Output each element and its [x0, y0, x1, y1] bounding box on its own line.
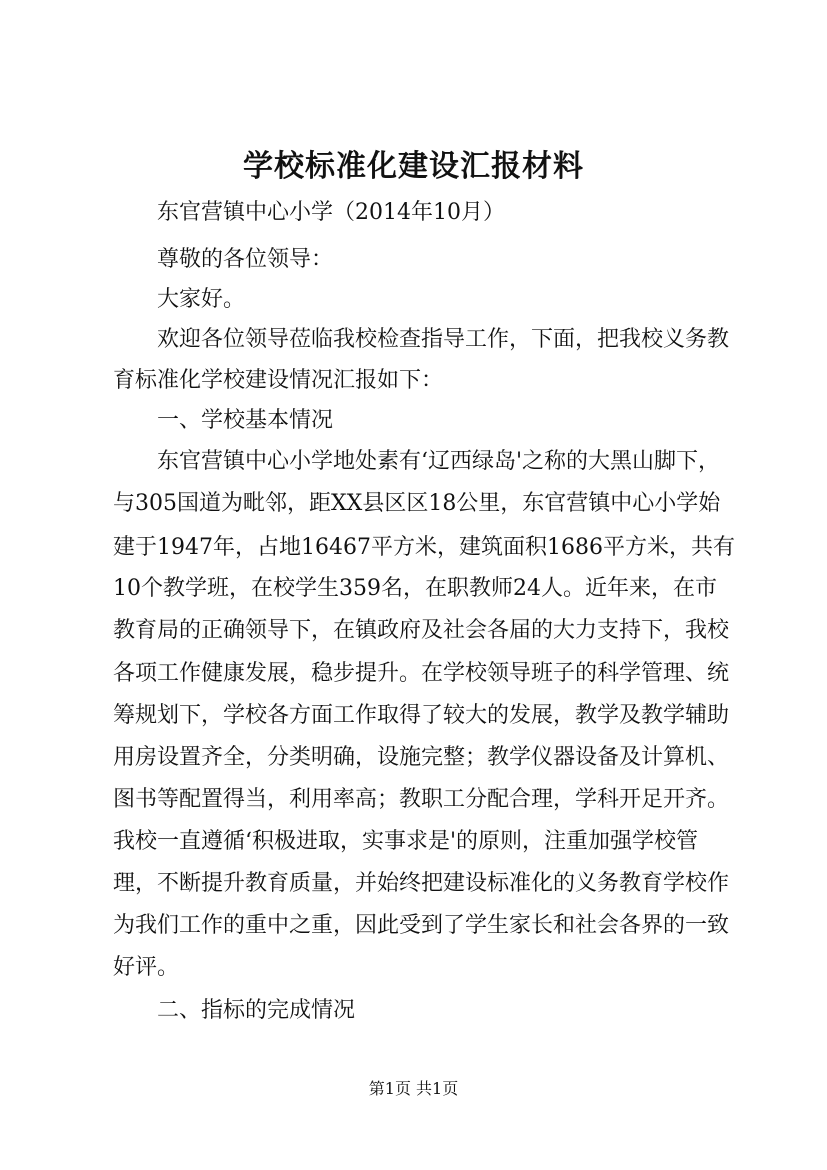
- document-title: 学校标准化建设汇报材料: [243, 149, 584, 184]
- greeting-line: 尊敬的各位领导：: [157, 247, 334, 272]
- section-heading: 一、学校基本情况: [157, 408, 334, 433]
- body-paragraph-line: 好评。: [113, 955, 180, 980]
- body-paragraph-line: 为我们工作的重中之重，因此受到了学生家长和社会各界的一致: [113, 913, 730, 938]
- body-paragraph-line: 我校一直遵循‘积极进取，实事求是'的原则，注重加强学校管: [113, 829, 699, 854]
- body-paragraph-line: 东官营镇中心小学地处素有‘辽西绿岛'之称的大黑山脚下，: [157, 449, 721, 474]
- body-paragraph-line: 教育局的正确领导下，在镇政府及社会各届的大力支持下，我校: [113, 618, 730, 643]
- body-paragraph-line: 图书等配置得当，利用率高；教职工分配合理，学科开足开齐。: [113, 787, 730, 812]
- body-paragraph-line: 筹规划下，学校各方面工作取得了较大的发展，教学及教学辅助: [113, 703, 730, 728]
- section-heading: 二、指标的完成情况: [157, 998, 356, 1023]
- body-paragraph-line: 各项工作健康发展，稳步提升。在学校领导班子的科学管理、统: [113, 661, 730, 686]
- body-paragraph-line: 用房设置齐全，分类明确，设施完整；教学仪器设备及计算机、: [113, 745, 730, 770]
- body-paragraph-line: 10个教学班，在校学生359名，在职教师24人。近年来，在市: [113, 576, 717, 601]
- page-number-footer: 第1页 共1页: [368, 1079, 459, 1098]
- school-date-line: 东官营镇中心小学（2014年10月）: [157, 200, 505, 225]
- intro-paragraph-line: 欢迎各位领导莅临我校检查指导工作，下面，把我校义务教: [157, 327, 730, 352]
- body-paragraph-line: 理，不断提升教育质量，并始终把建设标准化的义务教育学校作: [113, 871, 730, 896]
- intro-paragraph-line: 育标准化学校建设情况汇报如下：: [113, 368, 444, 393]
- body-paragraph-line: 建于1947年，占地16467平方米，建筑面积1686平方米，共有: [113, 535, 735, 560]
- hello-line: 大家好。: [157, 287, 246, 312]
- body-paragraph-line: 与305国道为毗邻，距XX县区区18公里，东官营镇中心小学始: [113, 491, 721, 516]
